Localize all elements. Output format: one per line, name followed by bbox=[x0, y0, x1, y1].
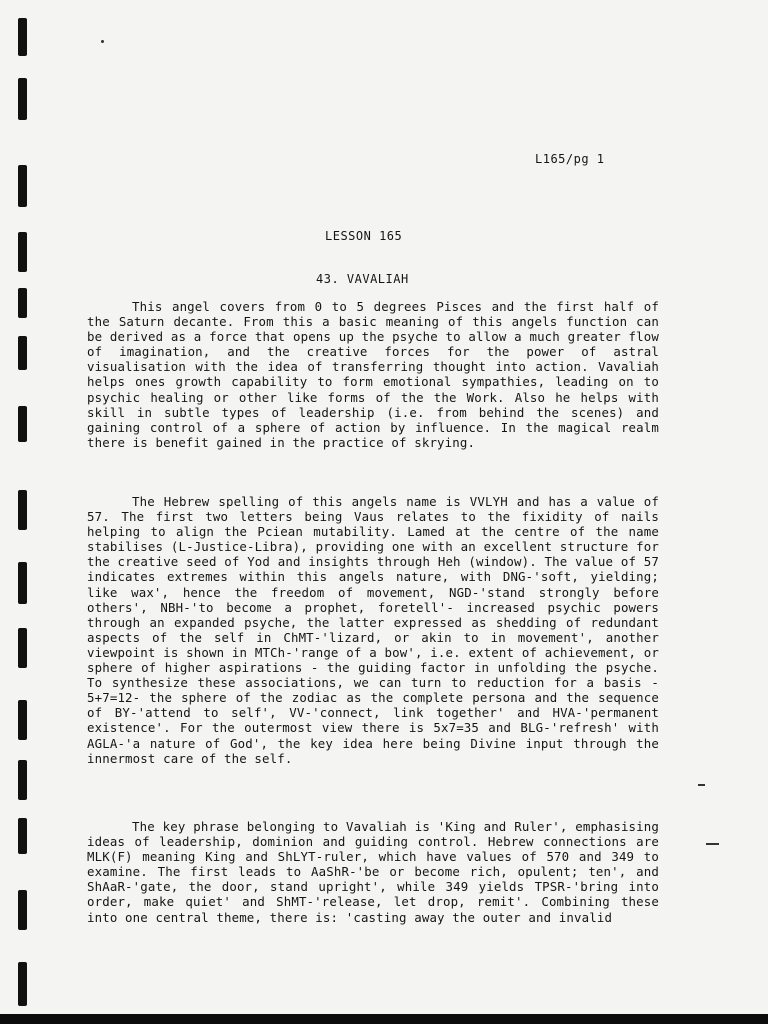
margin-mark bbox=[706, 843, 719, 845]
margin-mark bbox=[698, 784, 705, 786]
binder-mark bbox=[18, 490, 27, 530]
binder-mark bbox=[18, 818, 27, 854]
binder-mark bbox=[18, 406, 27, 442]
paragraph: The key phrase belonging to Vavaliah is 'King and Ruler', emphasising ideas of leadership, dominion and guiding control. Hebrew connections are MLK(F) meaning King and ShLYT-ruler, which have values of 570 and 349 to examine. The first leads to AaShR-'be or become rich, opulent; ten', and ShAaR-'gate, the door, stand upright', while 349 yields TPSR-'bring into order, make quiet' and ShMT-'release, let drop, remit'. Combining these into one central theme, there is: 'casting away the outer and invalid bbox=[87, 819, 659, 925]
page-reference: L165/pg 1 bbox=[535, 152, 605, 166]
binder-mark bbox=[18, 18, 27, 56]
binder-mark bbox=[18, 165, 27, 207]
binder-mark bbox=[18, 78, 27, 120]
binder-mark bbox=[18, 962, 27, 1006]
binder-mark bbox=[18, 232, 27, 272]
page-bottom-edge bbox=[0, 1014, 768, 1024]
binder-mark bbox=[18, 760, 27, 800]
scan-speck bbox=[101, 40, 104, 43]
paragraph: This angel covers from 0 to 5 degrees Pisces and the first half of the Saturn decante. From this a basic meaning of this angels function can be derived as a force that opens up the psyche to allow a much greater flow of imagination, and the creative forces for the power of astral visualisation with the idea of transferring thought into action. Vavaliah helps ones growth capability to form emotional sympathies, leading on to psychic healing or other like forms of the the Work. Also he helps with skill in subtle types of leadership (i.e. from behind the scenes) and gaining control of a sphere of action by influence. In the magical realm there is benefit gained in the practice of skrying. bbox=[87, 299, 659, 450]
binder-mark bbox=[18, 890, 27, 930]
binder-mark bbox=[18, 700, 27, 740]
binder-mark bbox=[18, 336, 27, 370]
binder-mark bbox=[18, 288, 27, 318]
paragraph: The Hebrew spelling of this angels name is VVLYH and has a value of 57. The first two letters being Vaus relates to the fixidity of nails helping to align the Pciean mutability. Lamed at the centre of the name stabilises (L-Justice-Libra), providing one with an excellent structure for the creative seed of Yod and insights through Heh (window). The value of 57 indicates extremes within this angels nature, with DNG-'soft, yielding; like wax', hence the freedom of movement, NGD-'stand strongly before others', NBH-'to become a prophet, foretell'- increased psychic powers through an expanded psyche, the latter expressed as shedding of redundant aspects of the self in ChMT-'lizard, or akin to in movement', another viewpoint is shown in MTCh-'range of a bow', i.e. extent of achievement, or sphere of higher aspirations - the guiding factor in unfolding the psyche. To synthesize these associations, we can turn to reduction for a basis - 5+7=12- the sphere of the zodiac as the complete persona and the sequence of BY-'attend to self', VV-'connect, link together' and HVA-'permanent existence'. For the outermost view there is 5x7=35 and BLG-'refresh' with AGLA-'a nature of God', the key idea here being Divine input through the innermost care of the self. bbox=[87, 494, 659, 766]
binder-mark bbox=[18, 562, 27, 604]
binder-mark bbox=[18, 628, 27, 668]
section-title: 43. VAVALIAH bbox=[316, 272, 409, 286]
lesson-title: LESSON 165 bbox=[325, 229, 403, 243]
